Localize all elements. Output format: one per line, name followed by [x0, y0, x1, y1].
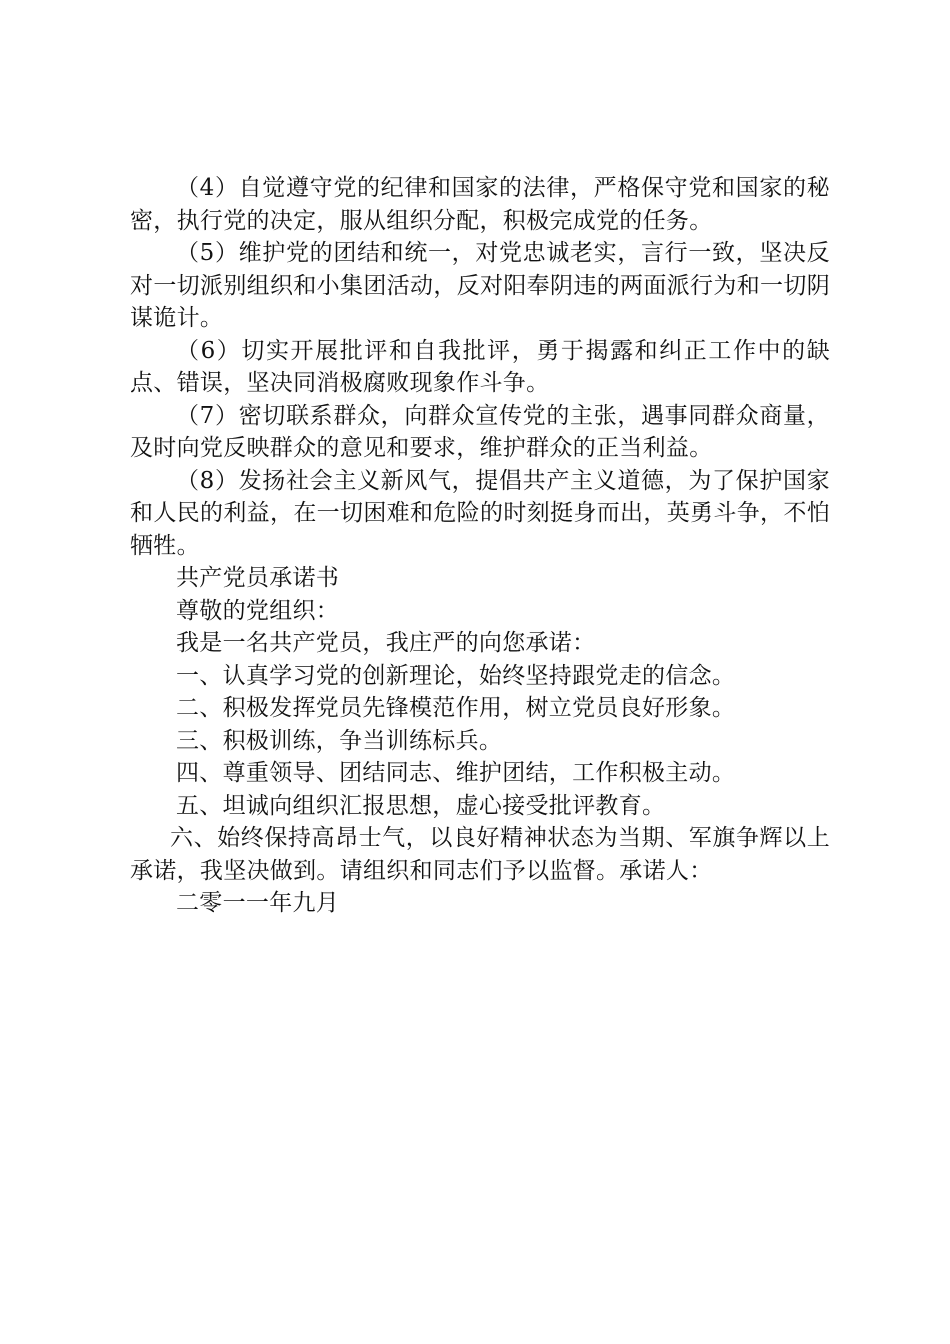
- pledge-item-6: 六、始终保持高昂士气，以良好精神状态为当期、军旗争辉以上承诺，我坚决做到。请组织和同志们予以监督。承诺人：: [130, 825, 830, 884]
- pledge-intro: 我是一名共产党员，我庄严的向您承诺：: [176, 630, 596, 656]
- pledge-date: 二零一一年九月: [176, 890, 340, 916]
- duty-item-6: （6）切实开展批评和自我批评，勇于揭露和纠正工作中的缺点、错误，坚决同消极腐败现象作斗争。: [130, 337, 830, 396]
- pledge-salutation: 尊敬的党组织：: [176, 597, 340, 624]
- pledge-item-2: 二、积极发挥党员先锋模范作用，树立党员良好形象。: [176, 695, 736, 721]
- document-body: [130, 172, 830, 920]
- pledge-item-1: 一、认真学习党的创新理论，始终坚持跟党走的信念。: [176, 662, 736, 689]
- duty-item-7: （7）密切联系群众，向群众宣传党的主张，遇事同群众商量，及时向党反映群众的意见和要求，维护群众的正当利益。: [130, 402, 830, 461]
- pledge-title: 共产党员承诺书: [176, 565, 340, 591]
- duty-item-5: （5）维护党的团结和统一，对党忠诚老实，言行一致，坚决反对一切派别组织和小集团活动，反对阳奉阴违的两面派行为和一切阴谋诡计。: [130, 240, 830, 331]
- duty-item-8: （8）发扬社会主义新风气，提倡共产主义道德，为了保护国家和人民的利益，在一切困难和危险的时刻挺身而出，英勇斗争，不怕牺牲。: [130, 467, 830, 559]
- pledge-item-5: 五、坦诚向组织汇报思想，虚心接受批评教育。: [176, 792, 666, 819]
- pledge-item-3: 三、积极训练，争当训练标兵。: [176, 727, 503, 754]
- duty-item-4: （4）自觉遵守党的纪律和国家的法律，严格保守党和国家的秘密，执行党的决定，服从组织分配，积极完成党的任务。: [130, 175, 830, 234]
- pledge-item-4: 四、尊重领导、团结同志、维护团结，工作积极主动。: [176, 760, 736, 786]
